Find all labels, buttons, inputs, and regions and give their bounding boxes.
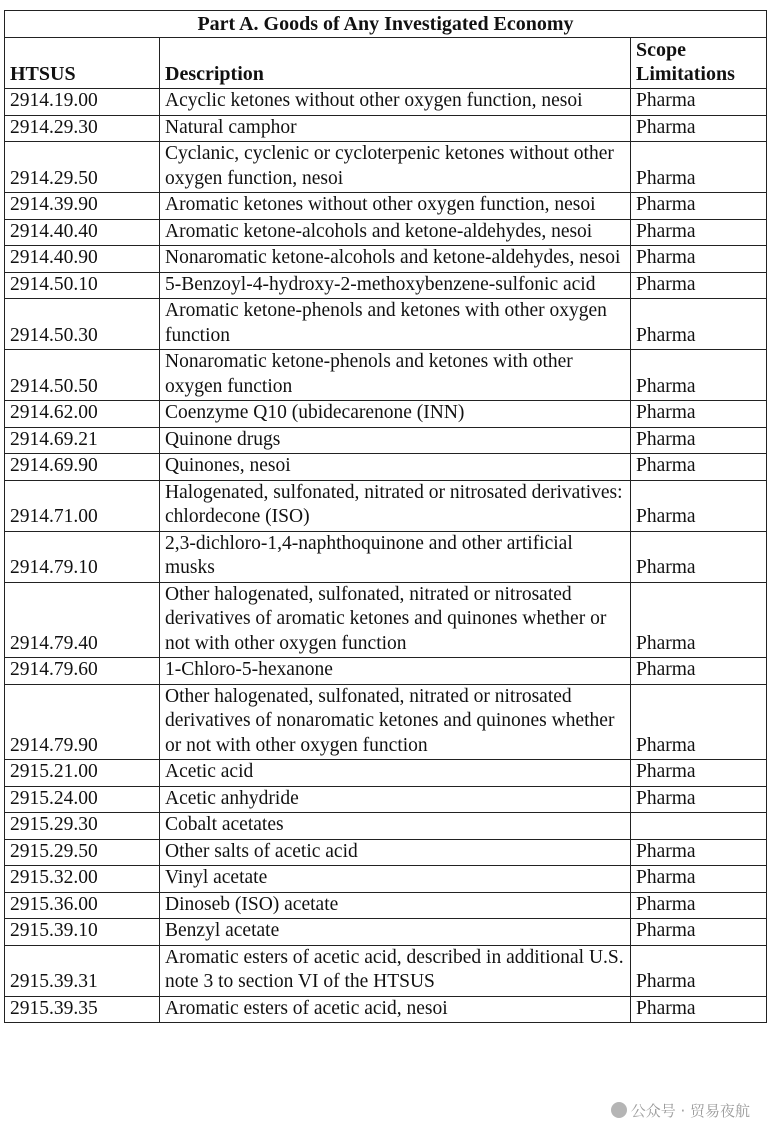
description-cell: 5-Benzoyl-4-hydroxy-2-methoxybenzene-sulfonic acid bbox=[160, 272, 631, 299]
table-row bbox=[5, 89, 767, 116]
scope-cell: Pharma bbox=[631, 866, 767, 893]
htsus-code-cell: 2914.29.30 bbox=[5, 115, 160, 142]
watermark bbox=[611, 1100, 750, 1121]
scope-cell: Pharma bbox=[631, 299, 767, 350]
description-cell: Natural camphor bbox=[160, 115, 631, 142]
htsus-code-cell: 2914.79.10 bbox=[5, 531, 160, 582]
table-row bbox=[5, 115, 767, 142]
description-cell: Aromatic ketone-alcohols and ketone-aldehydes, nesoi bbox=[160, 219, 631, 246]
table-row bbox=[5, 813, 767, 840]
description-cell: 2,3-dichloro-1,4-naphthoquinone and other artificial musks bbox=[160, 531, 631, 582]
table-row bbox=[5, 866, 767, 893]
scope-cell: Pharma bbox=[631, 786, 767, 813]
scope-cell: Pharma bbox=[631, 582, 767, 658]
header-row bbox=[5, 38, 767, 89]
htsus-code-cell: 2914.50.50 bbox=[5, 350, 160, 401]
scope-header-line2: Limitations bbox=[636, 63, 735, 85]
scope-cell: Pharma bbox=[631, 115, 767, 142]
description-cell: Aromatic ketone-phenols and ketones with other oxygen function bbox=[160, 299, 631, 350]
description-cell: Acetic acid bbox=[160, 760, 631, 787]
table-row bbox=[5, 350, 767, 401]
table-row bbox=[5, 142, 767, 193]
scope-cell: Pharma bbox=[631, 193, 767, 220]
table-title: Part A. Goods of Any Investigated Economy bbox=[5, 11, 767, 38]
description-cell: Cobalt acetates bbox=[160, 813, 631, 840]
htsus-code-cell: 2915.21.00 bbox=[5, 760, 160, 787]
htsus-code-cell: 2915.39.31 bbox=[5, 945, 160, 996]
table-row bbox=[5, 839, 767, 866]
wechat-icon bbox=[611, 1102, 627, 1118]
description-cell: Other salts of acetic acid bbox=[160, 839, 631, 866]
goods-table bbox=[4, 10, 767, 1023]
scope-cell: Pharma bbox=[631, 246, 767, 273]
htsus-code-cell: 2914.29.50 bbox=[5, 142, 160, 193]
table-row bbox=[5, 760, 767, 787]
htsus-code-cell: 2915.24.00 bbox=[5, 786, 160, 813]
description-cell: Cyclanic, cyclenic or cycloterpenic ketones without other oxygen function, nesoi bbox=[160, 142, 631, 193]
htsus-code-cell: 2915.39.35 bbox=[5, 996, 160, 1023]
scope-cell: Pharma bbox=[631, 427, 767, 454]
table-row bbox=[5, 582, 767, 658]
description-cell: Aromatic ketones without other oxygen function, nesoi bbox=[160, 193, 631, 220]
scope-cell: Pharma bbox=[631, 531, 767, 582]
scope-cell: Pharma bbox=[631, 219, 767, 246]
scope-cell: Pharma bbox=[631, 892, 767, 919]
htsus-code-cell: 2914.79.40 bbox=[5, 582, 160, 658]
description-cell: Acyclic ketones without other oxygen function, nesoi bbox=[160, 89, 631, 116]
htsus-code-cell: 2914.71.00 bbox=[5, 480, 160, 531]
htsus-code-cell: 2914.19.00 bbox=[5, 89, 160, 116]
description-cell: Quinones, nesoi bbox=[160, 454, 631, 481]
htsus-code-cell: 2914.40.40 bbox=[5, 219, 160, 246]
table-row bbox=[5, 219, 767, 246]
scope-cell: Pharma bbox=[631, 401, 767, 428]
description-cell: Vinyl acetate bbox=[160, 866, 631, 893]
table-row bbox=[5, 480, 767, 531]
description-cell: Other halogenated, sulfonated, nitrated or nitrosated derivatives of aromatic ketones and quinones whether or not with other oxygen function bbox=[160, 582, 631, 658]
table-row bbox=[5, 919, 767, 946]
table-row bbox=[5, 786, 767, 813]
htsus-code-cell: 2914.50.10 bbox=[5, 272, 160, 299]
description-cell: Halogenated, sulfonated, nitrated or nitrosated derivatives: chlordecone (ISO) bbox=[160, 480, 631, 531]
htsus-code-cell: 2914.79.60 bbox=[5, 658, 160, 685]
table-row bbox=[5, 193, 767, 220]
scope-cell: Pharma bbox=[631, 760, 767, 787]
table-row bbox=[5, 892, 767, 919]
description-cell: Benzyl acetate bbox=[160, 919, 631, 946]
scope-cell: Pharma bbox=[631, 454, 767, 481]
description-cell: 1-Chloro-5-hexanone bbox=[160, 658, 631, 685]
description-cell: Nonaromatic ketone-alcohols and ketone-aldehydes, nesoi bbox=[160, 246, 631, 273]
htsus-code-cell: 2915.29.30 bbox=[5, 813, 160, 840]
description-cell: Quinone drugs bbox=[160, 427, 631, 454]
scope-cell: Pharma bbox=[631, 839, 767, 866]
scope-cell: Pharma bbox=[631, 480, 767, 531]
htsus-code-cell: 2914.79.90 bbox=[5, 684, 160, 760]
table-row bbox=[5, 454, 767, 481]
htsus-code-cell: 2915.36.00 bbox=[5, 892, 160, 919]
scope-cell bbox=[631, 813, 767, 840]
table-row bbox=[5, 246, 767, 273]
description-cell: Other halogenated, sulfonated, nitrated or nitrosated derivatives of nonaromatic ketones and quinones whether or not with other oxygen function bbox=[160, 684, 631, 760]
htsus-code-cell: 2914.50.30 bbox=[5, 299, 160, 350]
htsus-header: HTSUS bbox=[5, 38, 160, 89]
htsus-code-cell: 2915.32.00 bbox=[5, 866, 160, 893]
table-row bbox=[5, 658, 767, 685]
description-cell: Coenzyme Q10 (ubidecarenone (INN) bbox=[160, 401, 631, 428]
scope-cell: Pharma bbox=[631, 350, 767, 401]
scope-header-line1: Scope bbox=[636, 39, 686, 61]
description-cell: Aromatic esters of acetic acid, described in additional U.S. note 3 to section VI of the HTSUS bbox=[160, 945, 631, 996]
scope-cell: Pharma bbox=[631, 658, 767, 685]
description-cell: Dinoseb (ISO) acetate bbox=[160, 892, 631, 919]
htsus-code-cell: 2914.69.90 bbox=[5, 454, 160, 481]
description-cell: Acetic anhydride bbox=[160, 786, 631, 813]
htsus-code-cell: 2914.39.90 bbox=[5, 193, 160, 220]
htsus-code-cell: 2915.29.50 bbox=[5, 839, 160, 866]
table-row bbox=[5, 945, 767, 996]
description-cell: Aromatic esters of acetic acid, nesoi bbox=[160, 996, 631, 1023]
scope-cell: Pharma bbox=[631, 684, 767, 760]
table-row bbox=[5, 996, 767, 1023]
watermark-text: 公众号 · 贸易夜航 bbox=[630, 1102, 750, 1120]
table-row bbox=[5, 684, 767, 760]
scope-cell: Pharma bbox=[631, 945, 767, 996]
scope-cell: Pharma bbox=[631, 996, 767, 1023]
table-row bbox=[5, 427, 767, 454]
title-row bbox=[5, 11, 767, 38]
description-header: Description bbox=[160, 38, 631, 89]
table-row bbox=[5, 299, 767, 350]
scope-cell: Pharma bbox=[631, 919, 767, 946]
scope-header bbox=[631, 38, 767, 89]
table-row bbox=[5, 531, 767, 582]
scope-cell: Pharma bbox=[631, 272, 767, 299]
htsus-code-cell: 2915.39.10 bbox=[5, 919, 160, 946]
scope-cell: Pharma bbox=[631, 142, 767, 193]
htsus-code-cell: 2914.69.21 bbox=[5, 427, 160, 454]
description-cell: Nonaromatic ketone-phenols and ketones with other oxygen function bbox=[160, 350, 631, 401]
htsus-code-cell: 2914.62.00 bbox=[5, 401, 160, 428]
document-page bbox=[4, 10, 766, 1023]
table-row bbox=[5, 401, 767, 428]
scope-cell: Pharma bbox=[631, 89, 767, 116]
table-row bbox=[5, 272, 767, 299]
htsus-code-cell: 2914.40.90 bbox=[5, 246, 160, 273]
